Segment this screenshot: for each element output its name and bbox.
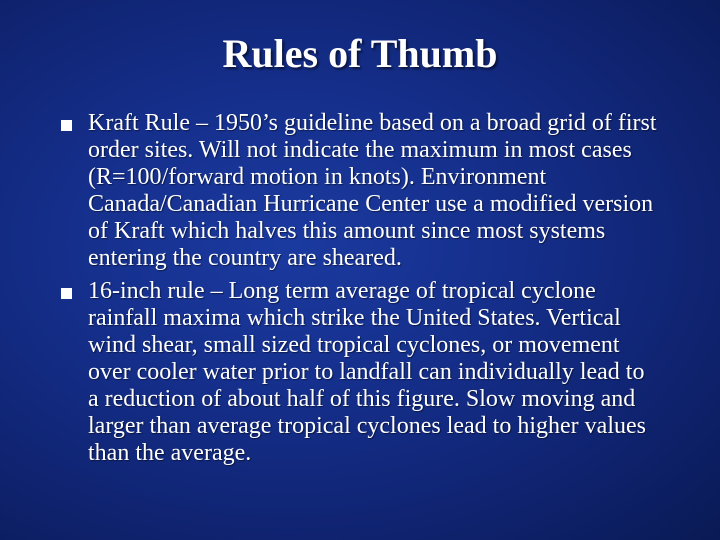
slide-title: Rules of Thumb <box>222 31 498 76</box>
bullet-text: Kraft Rule – 1950’s guideline based on a broad grid of first order sites. Will not indicate the maximum in most cases (R=100/forward motion in knots). Environment Canada/Canadian Hurricane Center use a modified version of Kraft which halves this amount since most systems entering the country are sheared. <box>88 110 657 271</box>
square-bullet-icon <box>61 120 72 131</box>
bullet-text: 16-inch rule – Long term average of tropical cyclone rainfall maxima which strike the United States. Vertical wind shear, small sized tropical cyclones, or movement over cooler water prior to landfall can individually lead to a reduction of about half of this figure. Slow moving and larger than average tropical cyclones lead to higher values than the average. <box>88 278 646 466</box>
square-bullet-icon <box>61 288 72 299</box>
bullet-item-kraft-rule <box>60 110 660 272</box>
bullet-item-16-inch-rule <box>60 278 660 467</box>
bullet-list <box>60 110 660 473</box>
